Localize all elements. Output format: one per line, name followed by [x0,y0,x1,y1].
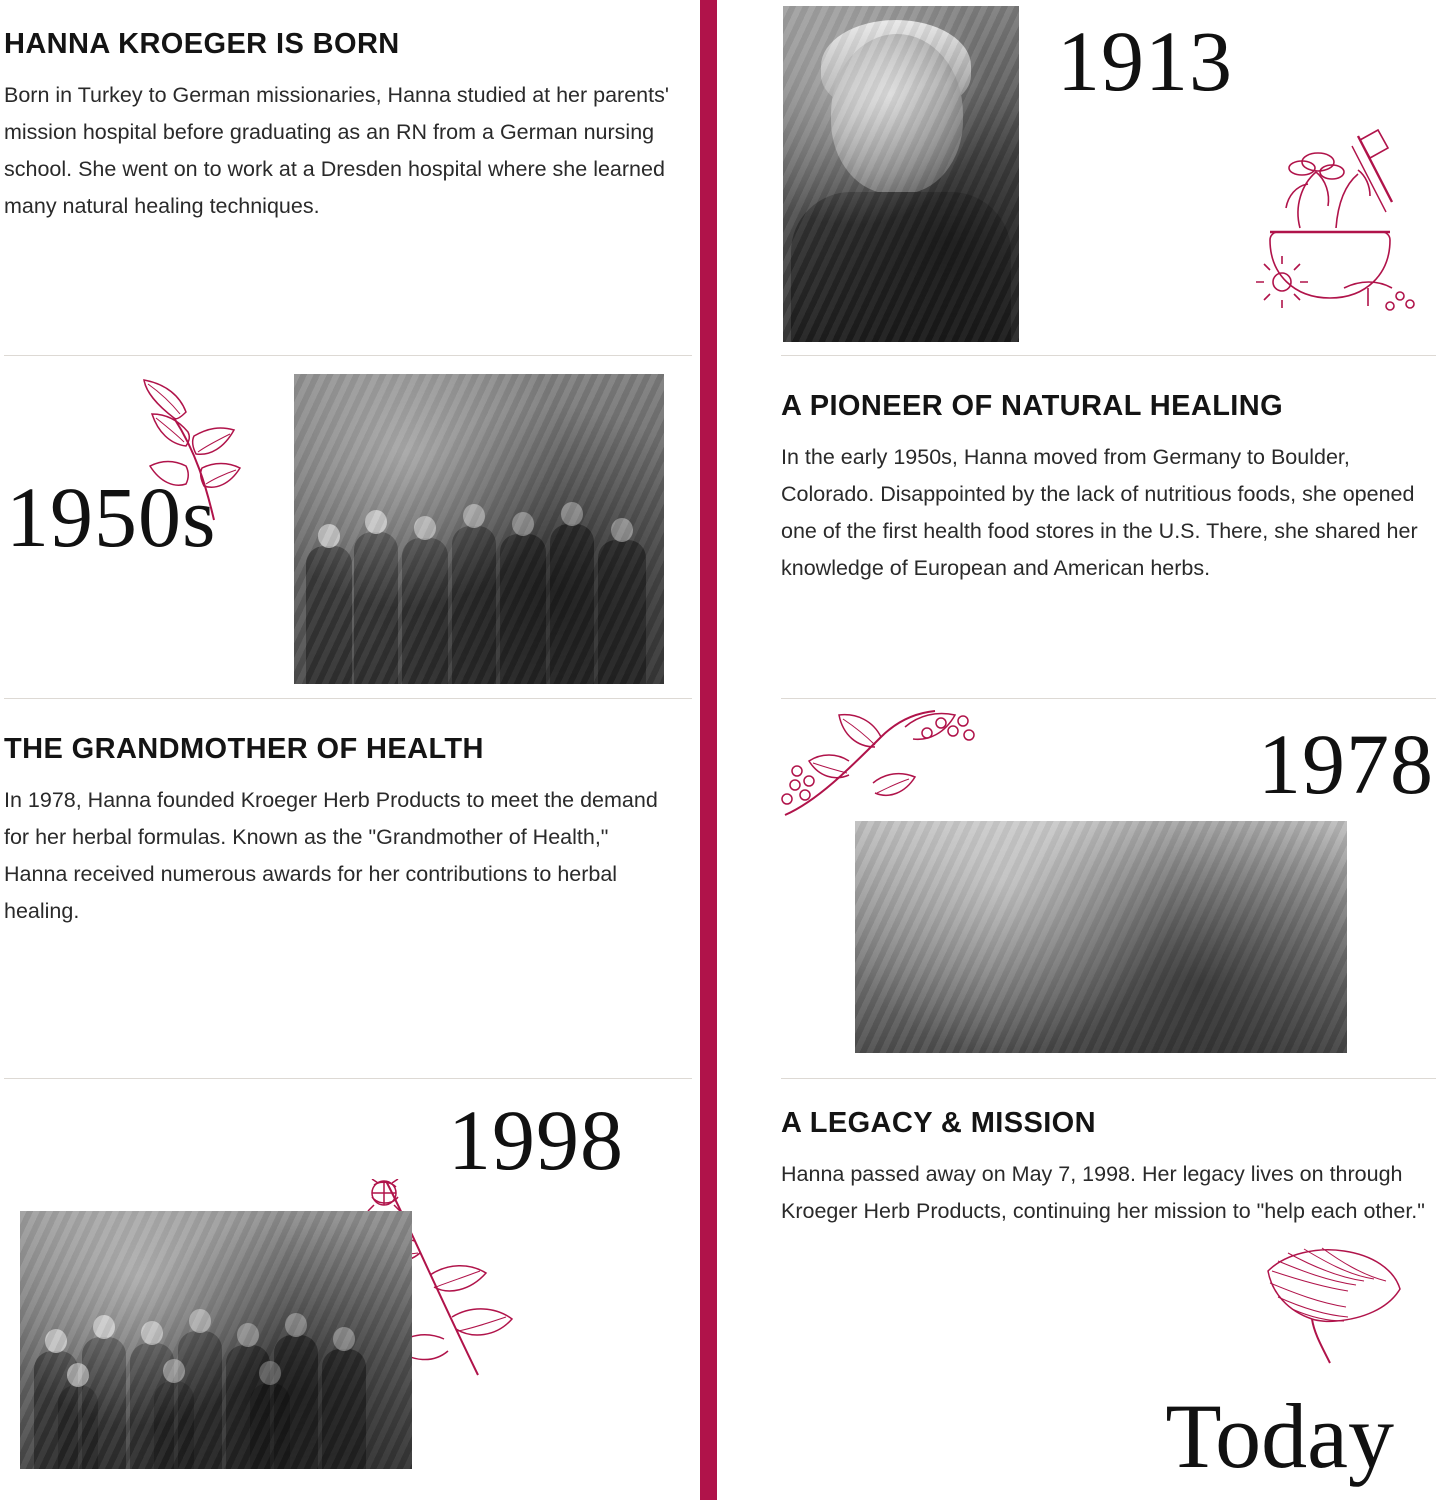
today-label: Today [1165,1385,1394,1487]
timeline-entry-born-text [0,0,700,356]
timeline-entry-grandmother-text [0,699,700,1079]
timeline-entry-born-media [717,0,1442,356]
photo-silhouettes [294,374,664,684]
storefront-photo-1978 [855,821,1347,1053]
entry-body: Born in Turkey to German missionaries, Hanna studied at her parents' mission hospital before graduating as an RN from a German nursing school. She went on to work at a Dresden hospital where she learned many natural healing techniques. [4,83,669,219]
entry-heading: A PIONEER OF NATURAL HEALING [781,390,1284,422]
year-label-1998: 1998 [448,1092,624,1188]
mortar-and-pestle-icon [1240,120,1420,325]
entry-heading: A LEGACY & MISSION [781,1107,1096,1139]
ginkgo-leaf-icon [1252,1237,1412,1382]
entry-heading: HANNA KROEGER IS BORN [4,28,400,60]
team-photo-today [20,1211,412,1469]
timeline-entry-pioneer-text [717,356,1442,699]
timeline-entry-grandmother-media [717,699,1442,1079]
year-label-1950s: 1950s [6,469,217,565]
timeline-spine [700,0,717,1500]
timeline-entry-legacy-text [717,1079,1442,1500]
entry-heading: THE GRANDMOTHER OF HEALTH [4,733,484,765]
portrait-face [831,34,963,194]
entry-body: In the early 1950s, Hanna moved from Germany to Boulder, Colorado. Disappointed by the lack of nutritious foods, she opened one of the first health food stores in the U.S. There, she shared her knowledge of European and American herbs. [781,445,1418,581]
portrait-body [791,192,1011,342]
entry-body: Hanna passed away on May 7, 1998. Her legacy lives on through Kroeger Herb Products, continuing her mission to "help each other." [781,1162,1425,1224]
portrait-hair [821,20,971,112]
timeline-entry-legacy-media [0,1079,700,1500]
group-photo-1950s [294,374,664,684]
year-label-1913: 1913 [1057,13,1233,109]
photo-silhouettes [20,1211,412,1469]
entry-body: In 1978, Hanna founded Kroeger Herb Products to meet the demand for her herbal formulas. Known as the "Grandmother of Health," Hanna received numerous awards for her contributions to herbal healing. [4,788,658,924]
portrait-photo-hanna [783,6,1019,342]
year-label-1978: 1978 [1258,716,1434,812]
timeline-entry-pioneer-media [0,356,700,699]
berry-branch-icon [777,705,987,830]
